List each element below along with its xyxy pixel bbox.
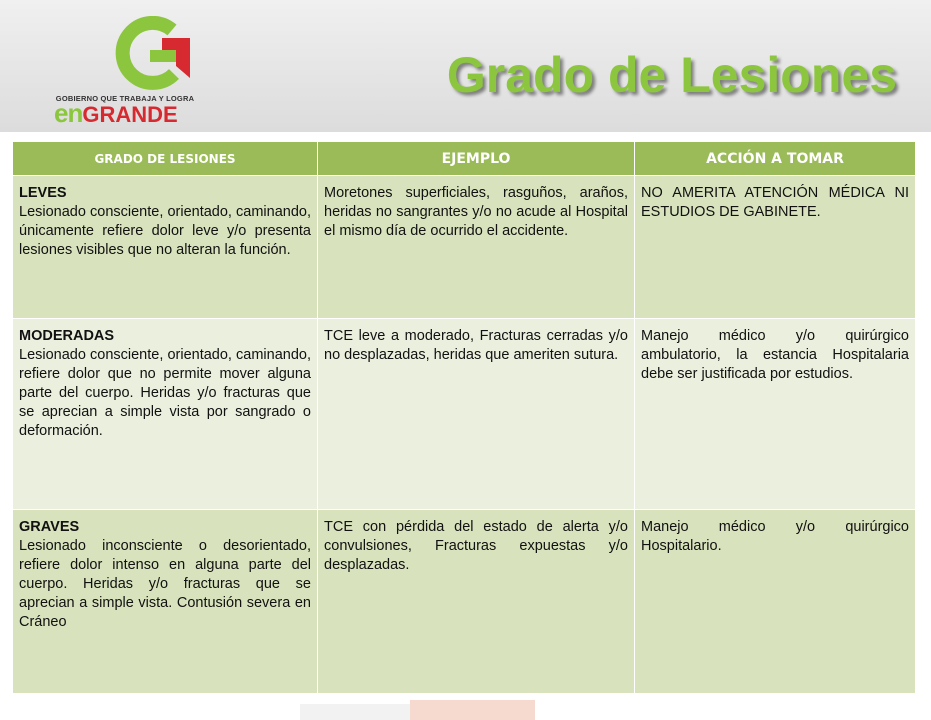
example-cell: Moretones superficiales, rasguños, araños, heridas no sangrantes y/o no acude al Hospital el mismo día de ocurrido el accidente. — [318, 176, 635, 319]
category-description: Lesionado consciente, orientado, caminando, únicamente refiere dolor leve y/o presenta lesiones visibles que no alteran la función. — [19, 204, 311, 258]
action-cell: Manejo médico y/o quirúrgico ambulatorio, la estancia Hospitalaria debe ser justificada por estudios. — [635, 319, 916, 510]
category-description: Lesionado consciente, orientado, caminando, refiere dolor que no permite mover alguna parte del cuerpo. Heridas y/o fracturas que se aprecian a simple vista por sangrado o deformación. — [19, 347, 311, 439]
logo — [50, 14, 200, 126]
table-row — [13, 176, 916, 319]
lesiones-table — [12, 141, 916, 694]
category-description: Lesionado inconsciente o desorientado, refiere dolor intenso en alguna parte del cuerpo. Heridas y/o fracturas que se aprecian a simple vista. Contusión severa en Cráneo — [19, 538, 311, 630]
grado-cell — [13, 319, 318, 510]
action-cell: NO AMERITA ATENCIÓN MÉDICA NI ESTUDIOS DE GABINETE. — [635, 176, 916, 319]
action-cell: Manejo médico y/o quirúrgico Hospitalario. — [635, 510, 916, 694]
logo-tagline: GOBIERNO QUE TRABAJA Y LOGRA — [55, 94, 195, 103]
page-title: Grado de Lesiones — [446, 47, 897, 103]
logo-brand-en: en — [54, 98, 83, 128]
header-accion: ACCIÓN A TOMAR — [635, 142, 916, 176]
table-row — [13, 510, 916, 694]
bottom-decoration-peach — [410, 700, 535, 720]
table-row — [13, 319, 916, 510]
header-grado: GRADO DE LESIONES — [13, 142, 318, 176]
example-cell: TCE leve a moderado, Fracturas cerradas y/o no desplazadas, heridas que ameriten sutura. — [318, 319, 635, 510]
example-cell: TCE con pérdida del estado de alerta y/o convulsiones, Fracturas expuestas y/o desplazadas. — [318, 510, 635, 694]
logo-brand-grande: GRANDE — [82, 102, 178, 127]
g-logo-icon — [110, 16, 192, 94]
grado-cell — [13, 510, 318, 694]
table-header-row — [13, 142, 916, 176]
header-ejemplo: EJEMPLO — [318, 142, 635, 176]
category-label: GRAVES — [19, 519, 80, 535]
bottom-decoration-gray — [300, 704, 410, 720]
category-label: MODERADAS — [19, 328, 115, 344]
category-label: LEVES — [19, 185, 67, 201]
grado-cell — [13, 176, 318, 319]
logo-brand — [54, 98, 178, 128]
